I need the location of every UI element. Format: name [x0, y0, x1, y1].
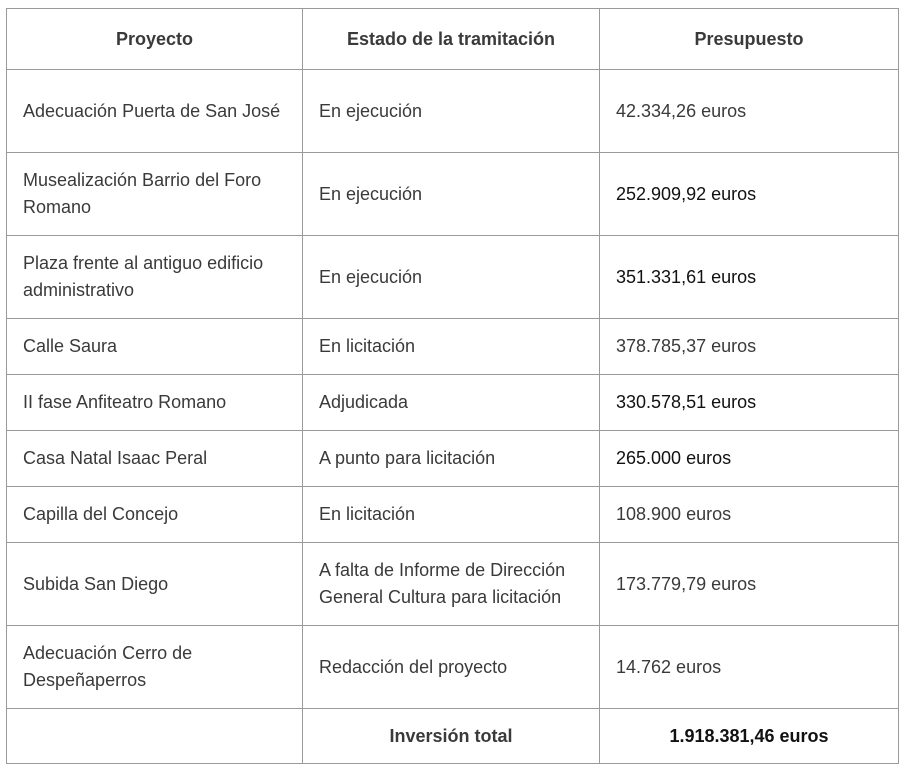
cell-project: Calle Saura [7, 319, 303, 375]
cell-status: A punto para licitación [303, 431, 600, 487]
cell-status: En licitación [303, 319, 600, 375]
cell-budget: 42.334,26 euros [600, 70, 899, 153]
cell-budget: 173.779,79 euros [600, 543, 899, 626]
cell-budget: 14.762 euros [600, 626, 899, 709]
cell-project: Plaza frente al antiguo edificio administrativo [7, 236, 303, 319]
total-value: 1.918.381,46 euros [600, 709, 899, 764]
table-row [7, 70, 899, 153]
table-row [7, 319, 899, 375]
total-label: Inversión total [303, 709, 600, 764]
cell-project: Capilla del Concejo [7, 487, 303, 543]
header-status: Estado de la tramitación [303, 9, 600, 70]
cell-budget: 351.331,61 euros [600, 236, 899, 319]
table-row [7, 487, 899, 543]
cell-status: Adjudicada [303, 375, 600, 431]
cell-budget: 108.900 euros [600, 487, 899, 543]
cell-budget: 252.909,92 euros [600, 153, 899, 236]
cell-budget: 330.578,51 euros [600, 375, 899, 431]
cell-project: Musealización Barrio del Foro Romano [7, 153, 303, 236]
cell-project: II fase Anfiteatro Romano [7, 375, 303, 431]
cell-status: En ejecución [303, 70, 600, 153]
cell-status: En ejecución [303, 153, 600, 236]
cell-status: Redacción del proyecto [303, 626, 600, 709]
table-row [7, 153, 899, 236]
cell-project: Subida San Diego [7, 543, 303, 626]
header-project: Proyecto [7, 9, 303, 70]
total-row [7, 709, 899, 764]
table-row [7, 431, 899, 487]
table-row [7, 626, 899, 709]
budget-table [6, 8, 899, 764]
header-budget: Presupuesto [600, 9, 899, 70]
cell-status: A falta de Informe de Dirección General Cultura para licitación [303, 543, 600, 626]
table-row [7, 543, 899, 626]
total-empty-cell [7, 709, 303, 764]
cell-status: En licitación [303, 487, 600, 543]
cell-budget: 378.785,37 euros [600, 319, 899, 375]
table-row [7, 375, 899, 431]
cell-project: Casa Natal Isaac Peral [7, 431, 303, 487]
cell-status: En ejecución [303, 236, 600, 319]
header-row [7, 9, 899, 70]
table-row [7, 236, 899, 319]
cell-project: Adecuación Puerta de San José [7, 70, 303, 153]
cell-project: Adecuación Cerro de Despeñaperros [7, 626, 303, 709]
cell-budget: 265.000 euros [600, 431, 899, 487]
